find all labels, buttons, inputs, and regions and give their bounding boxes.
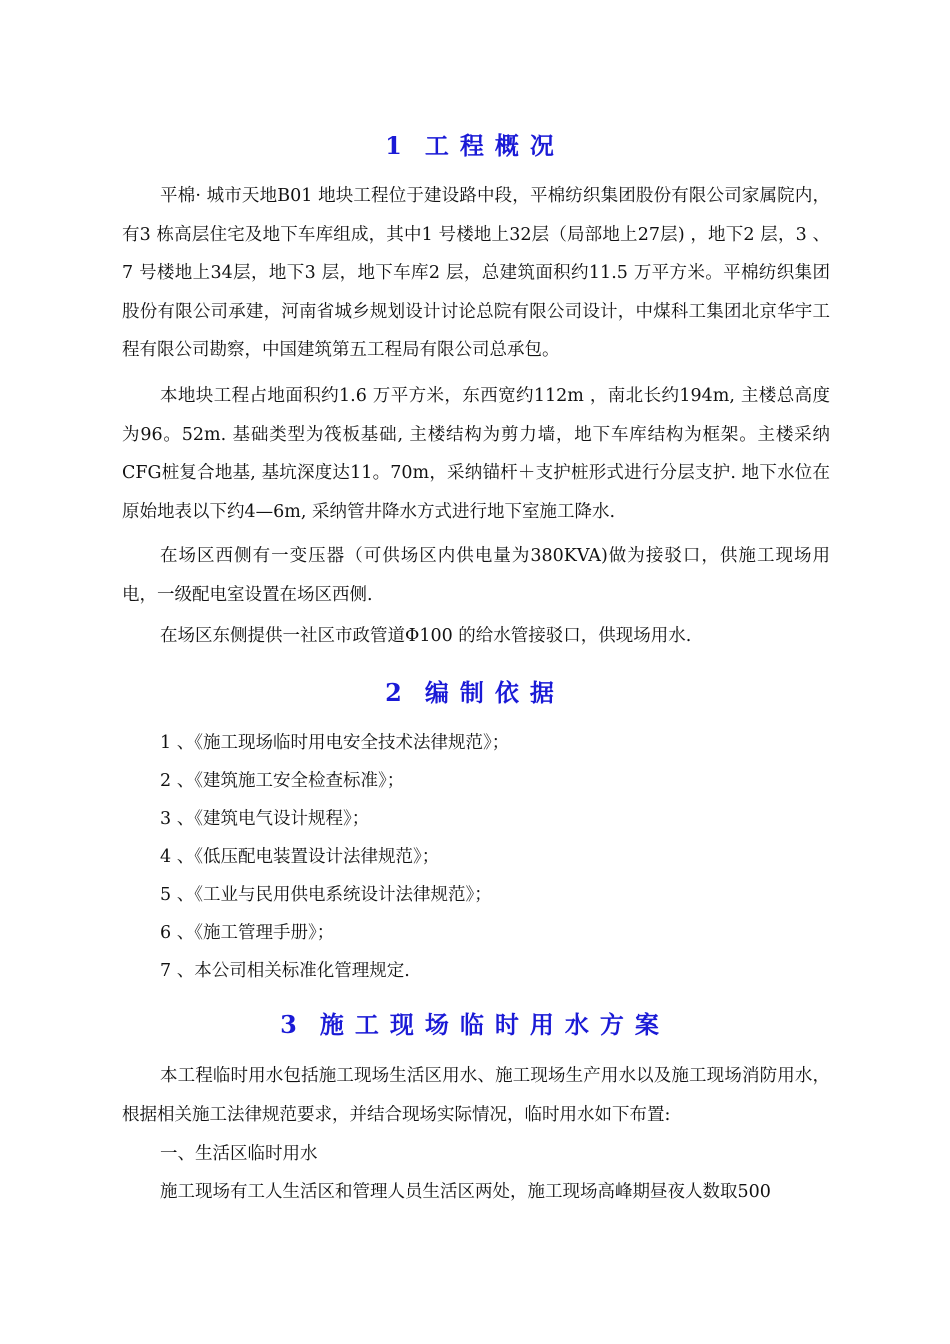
- section-heading-3: [0, 1005, 950, 1040]
- list-item: 2 、《建筑施工安全检查标准》；: [160, 771, 405, 791]
- section-number: 1: [385, 131, 413, 160]
- section-title: 施工现场临时用水方案: [319, 1010, 670, 1039]
- list-item: 5 、《工业与民用供电系统设计法律规范》；: [160, 885, 492, 905]
- paragraph: 本工程临时用水包括施工现场生活区用水、施工现场生产用水以及施工现场消防用水，根据相关施工法律规范要求，并结合现场实际情况，临时用水如下布置:: [122, 1066, 830, 1125]
- list-item: 1 、《施工现场临时用电安全技术法律规范》；: [160, 733, 510, 753]
- paragraph: 在场区西侧有一变压器（可供场区内供电量为380KVA)做为接驳口，供施工现场用电，一级配电室设置在场区西侧.: [122, 546, 830, 605]
- section-title: 工程概况: [424, 131, 565, 160]
- paragraph: 本地块工程占地面积约1.6 万平方米，东西宽约112m ，南北长约194m, 主楼总高度为96。52m. 基础类型为筏板基础, 主楼结构为剪力墙，地下车库结构为框架。主楼采纳CFG桩复合地基, 基坑深度达11。70m，采纳锚杆＋支护桩形式进行分层支护. 地下水位在原始地表以下约4—6m, 采纳管井降水方式进行地下室施工降水.: [122, 386, 830, 522]
- section-number: 3: [280, 1010, 308, 1039]
- list-item: 6 、《施工管理手册》；: [160, 923, 335, 943]
- section-heading-2: [0, 673, 950, 708]
- section-heading-1: [0, 126, 950, 161]
- list-item: 3 、《建筑电气设计规程》；: [160, 809, 370, 829]
- list-item: 4 、《低压配电装置设计法律规范》；: [160, 847, 440, 867]
- list-item: 7 、本公司相关标准化管理规定.: [160, 961, 410, 981]
- paragraph: 平棉· 城市天地B01 地块工程位于建设路中段，平棉纺织集团股份有限公司家属院内，有3 栋高层住宅及地下车库组成，其中1 号楼地上32层（局部地上27层) ，地下2 层，3 、7 号楼地上34层，地下3 层，地下车库2 层，总建筑面积约11.5 万平方米。平棉纺织集团股份有限公司承建，河南省城乡规划设计讨论总院有限公司设计，中煤科工集团北京华宇工程有限公司勘察，中国建筑第五工程局有限公司总承包。: [122, 186, 830, 360]
- reference-list: [160, 724, 509, 990]
- subheading: 一、生活区临时用水: [160, 1144, 318, 1164]
- section-number: 2: [385, 678, 413, 707]
- paragraph: 施工现场有工人生活区和管理人员生活区两处，施工现场高峰期昼夜人数取500: [160, 1182, 771, 1202]
- section-title: 编制依据: [424, 678, 565, 707]
- paragraph: 在场区东侧提供一社区市政管道Φ100 的给水管接驳口，供现场用水.: [160, 626, 692, 646]
